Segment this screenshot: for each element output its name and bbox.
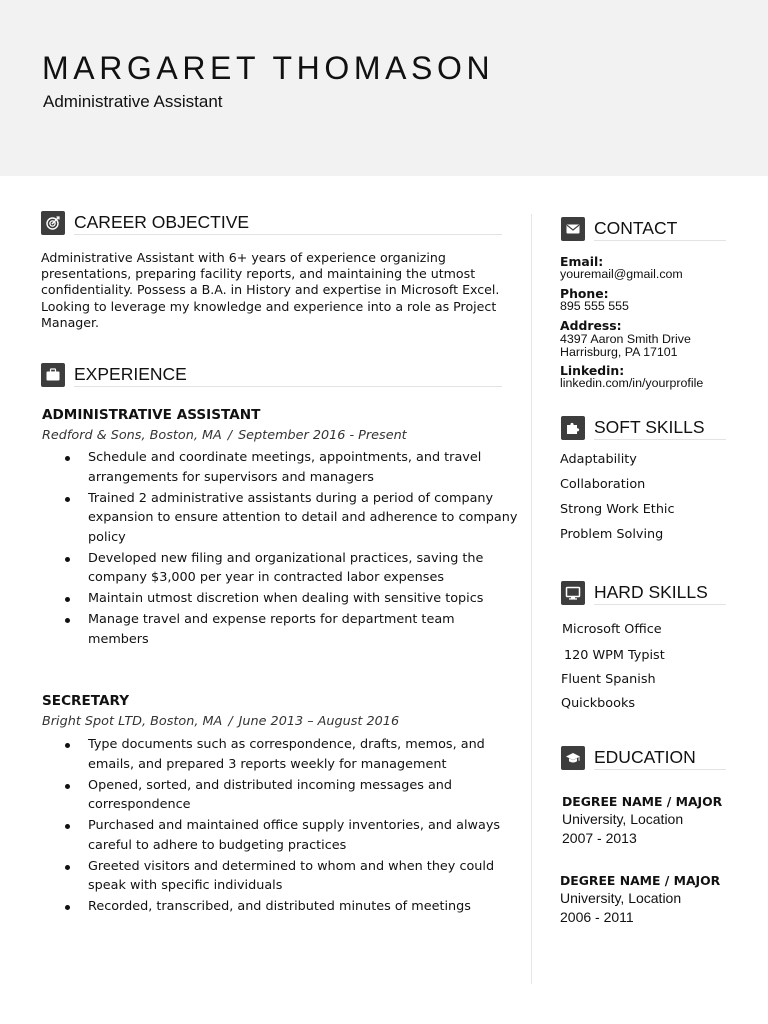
- job-bullet-list: [88, 448, 518, 651]
- job-title: SECRETARY: [42, 693, 130, 709]
- candidate-title: Administrative Assistant: [43, 92, 223, 111]
- email-value: youremail@gmail.com: [560, 267, 683, 281]
- contact-heading: [561, 217, 726, 241]
- objective-line: presentations, preparing facility reports, and maintaining the utmost: [41, 266, 476, 282]
- hard-skill-item: 120 WPM Typist: [564, 648, 665, 663]
- education-degree: DEGREE NAME / MAJOR: [562, 794, 723, 809]
- soft-skills-title: SOFT SKILLS: [594, 419, 726, 441]
- job-separator: /: [227, 428, 233, 443]
- job-bullet-list: [88, 735, 518, 918]
- list-item: Recorded, transcribed, and distributed minutes of meetings: [88, 897, 518, 917]
- column-divider: [531, 214, 532, 984]
- graduation-cap-icon: [561, 746, 585, 770]
- phone-label: Phone:: [560, 286, 609, 301]
- education-title: EDUCATION: [594, 749, 726, 771]
- list-item: Greeted visitors and determined to whom and when they could speak with specific individuals: [88, 857, 518, 896]
- education-school: University, Location: [562, 811, 684, 827]
- hard-skill-item: Fluent Spanish: [561, 672, 656, 687]
- list-item: Trained 2 administrative assistants during a period of company expansion to ensure attention to detail and adherence to company policy: [88, 489, 518, 548]
- job-meta: [42, 714, 399, 729]
- hard-skills-heading: [561, 581, 726, 605]
- phone-value: 895 555 555: [560, 299, 629, 313]
- job-company: Redford & Sons, Boston, MA: [42, 428, 222, 443]
- career-objective-text: [41, 250, 511, 331]
- education-degree: DEGREE NAME / MAJOR: [560, 873, 721, 888]
- list-item: Type documents such as correspondence, drafts, memos, and emails, and prepared 3 reports weekly for management: [88, 735, 518, 774]
- list-item: Schedule and coordinate meetings, appointments, and travel arrangements for supervisors and managers: [88, 448, 518, 487]
- target-icon: [41, 211, 65, 235]
- objective-line: confidentiality. Possess a B.A. in History and expertise in Microsoft Excel.: [41, 282, 500, 298]
- objective-line: Looking to leverage my knowledge and experience into a role as Project: [41, 298, 497, 314]
- education-years: 2006 - 2011: [560, 909, 634, 925]
- education-school: University, Location: [560, 890, 682, 906]
- candidate-name: MARGARET THOMASON: [42, 50, 495, 86]
- linkedin-value: linkedin.com/in/yourprofile: [560, 376, 704, 390]
- monitor-icon: [561, 581, 585, 605]
- list-item: Maintain utmost discretion when dealing with sensitive topics: [88, 589, 518, 609]
- hard-skill-item: Microsoft Office: [562, 622, 662, 637]
- objective-line: Administrative Assistant with 6+ years of experience organizing: [41, 250, 446, 265]
- job-company: Bright Spot LTD, Boston, MA: [42, 714, 223, 729]
- email-label: Email:: [560, 254, 604, 269]
- header-band: [0, 0, 768, 176]
- soft-skills-heading: [561, 416, 726, 440]
- list-item: Purchased and maintained office supply inventories, and always careful to adhere to budgeting practices: [88, 816, 518, 855]
- experience-heading: [41, 363, 502, 387]
- linkedin-label: Linkedin:: [560, 363, 625, 378]
- address-line-2: Harrisburg, PA 17101: [560, 345, 678, 359]
- hard-skills-title: HARD SKILLS: [594, 584, 726, 606]
- briefcase-icon: [41, 363, 65, 387]
- job-meta: [42, 428, 407, 443]
- soft-skill-item: Collaboration: [560, 477, 646, 492]
- soft-skill-item: Strong Work Ethic: [560, 502, 675, 517]
- objective-line: Manager.: [41, 314, 100, 330]
- list-item: Opened, sorted, and distributed incoming messages and correspondence: [88, 776, 518, 815]
- career-objective-title: CAREER OBJECTIVE: [74, 214, 502, 236]
- address-line-1: 4397 Aaron Smith Drive: [560, 332, 691, 346]
- education-years: 2007 - 2013: [562, 830, 637, 846]
- education-heading: [561, 746, 726, 770]
- list-item: Developed new filing and organizational practices, saving the company $3,000 per year in contracted labor expenses: [88, 549, 518, 588]
- job-dates: June 2013 – August 2016: [238, 714, 400, 729]
- experience-title: EXPERIENCE: [74, 366, 502, 388]
- address-label: Address:: [560, 318, 622, 333]
- soft-skill-item: Adaptability: [560, 452, 637, 467]
- job-dates: September 2016 - Present: [238, 428, 407, 443]
- hard-skill-item: Quickbooks: [561, 696, 636, 711]
- job-separator: /: [228, 714, 233, 729]
- contact-title: CONTACT: [594, 220, 726, 242]
- career-objective-heading: [41, 211, 502, 235]
- soft-skill-item: Problem Solving: [560, 527, 664, 542]
- puzzle-icon: [561, 416, 585, 440]
- job-title: ADMINISTRATIVE ASSISTANT: [42, 407, 261, 423]
- list-item: Manage travel and expense reports for department team members: [88, 610, 518, 649]
- envelope-icon: [561, 217, 585, 241]
